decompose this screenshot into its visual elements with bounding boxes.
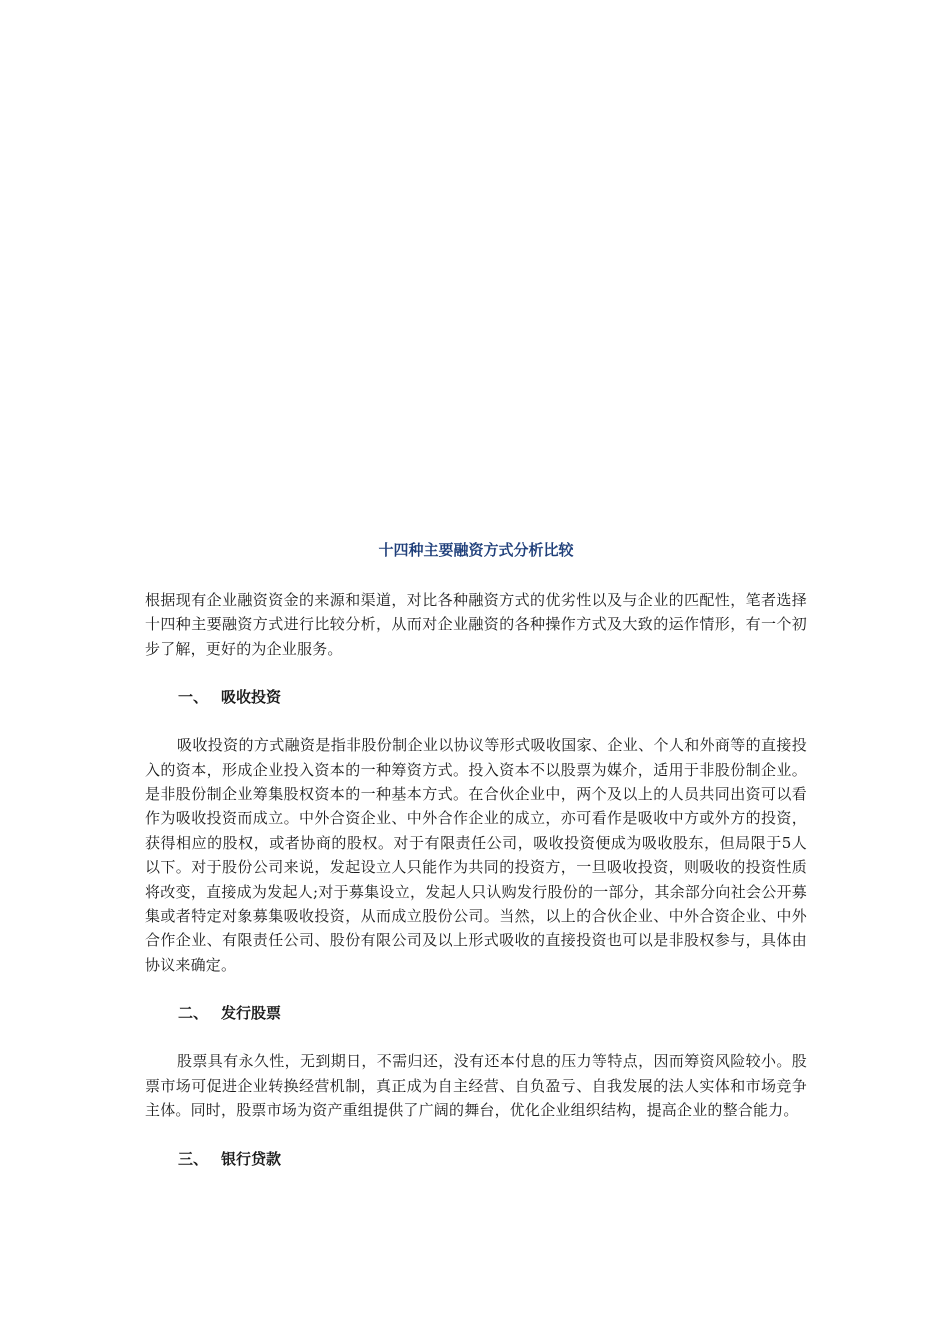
section-title: 发行股票	[221, 1004, 282, 1023]
section-title: 吸收投资	[221, 688, 282, 707]
spacer	[145, 1123, 807, 1147]
section-body-1: 吸收投资的方式融资是指非股份制企业以协议等形式吸收国家、企业、个人和外商等的直接投入的资本，形成企业投入资本的一种筹资方式。投入资本不以股票为媒介，适用于非股份制企业。是非股份制企业筹集股权资本的一种基本方式。在合伙企业中，两个及以上的人员共同出资可以看作为吸收投资而成立。中外合资企业、中外合作企业的成立，亦可看作是吸收中方或外方的投资，获得相应的股权，或者协商的股权。对于有限责任公司，吸收投资便成为吸收股东，但局限于5人以下。对于股份公司来说，发起设立人只能作为共同的投资方，一旦吸收投资，则吸收的投资性质将改变，直接成为发起人;对于募集设立，发起人只认购发行股份的一部分，其余部分向社会公开募集或者特定对象募集吸收投资，从而成立股份公司。当然，以上的合伙企业、中外合资企业、中外合作企业、有限责任公司、股份有限公司及以上形式吸收的直接投资也可以是非股权参与，具体由协议来确定。	[145, 736, 807, 974]
section-heading-1	[145, 685, 807, 709]
spacer	[145, 661, 807, 685]
section-number: 三、	[178, 1149, 209, 1168]
section-title: 银行贷款	[221, 1149, 282, 1168]
spacer	[145, 1025, 807, 1049]
section-body-2: 股票具有永久性，无到期日，不需归还，没有还本付息的压力等特点，因而筹资风险较小。股票市场可促进企业转换经营机制，真正成为自主经营、自负盈亏、自我发展的法人实体和市场竞争主体。同时，股票市场为资产重组提供了广阔的舞台，优化企业组织结构，提高企业的整合能力。	[145, 1052, 807, 1120]
spacer	[145, 977, 807, 1001]
document-title: 十四种主要融资方式分析比较	[378, 541, 574, 559]
spacer	[145, 709, 807, 733]
section-number: 二、	[178, 1004, 209, 1023]
section-heading-3	[145, 1147, 807, 1171]
document-body	[145, 538, 807, 1171]
intro-paragraph: 根据现有企业融资资金的来源和渠道，对比各种融资方式的优劣性以及与企业的匹配性，笔者选择十四种主要融资方式进行比较分析，从而对企业融资的各种操作方式及大致的运作情形，有一个初步了解，更好的为企业服务。	[145, 591, 807, 658]
section-number: 一、	[178, 688, 209, 707]
section-heading-2	[145, 1001, 807, 1025]
